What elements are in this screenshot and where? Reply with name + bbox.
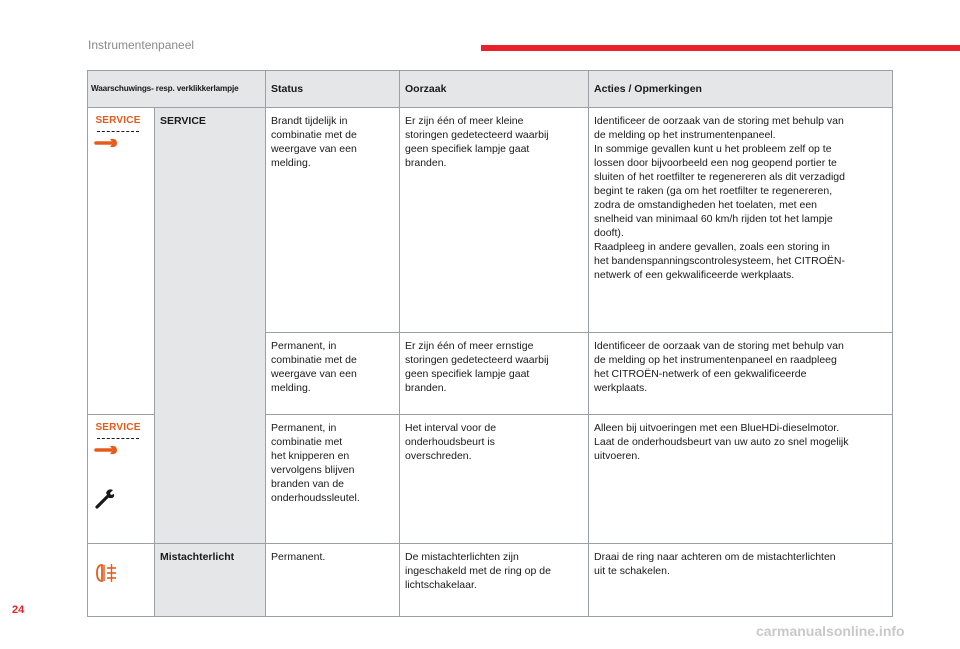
service-warning-icon: SERVICE: [93, 114, 143, 154]
service-maintenance-icon-cell: [88, 415, 155, 544]
column-header-actions: Acties / Opmerkingen: [589, 71, 893, 108]
column-header-cause: Oorzaak: [400, 71, 589, 108]
page-number: 24: [12, 604, 25, 616]
table-header-row: [88, 71, 893, 108]
rear-fog-light-icon: [93, 562, 121, 584]
action-cell: Identificeer de oorzaak van de storing met behulp van de melding op het instrumentenpaneel. In sommige gevallen kunt u het probleem zelf op te lossen door bijvoorbeeld een nog geopend portier te sluiten of het roetfilter te regenereren als dit verzadigd begint te raken (ga om het roetfilter te regenereren, zodra de omstandigheden het toelaten, met een snelheid van minimaal 60 km/h rijden tot het lampje dooft). Raadpleeg in andere gevallen, zoals een storing in het bandenspanningscontrolesysteem, het CITROËN- netwerk of een gekwalificeerde werkplaats.: [589, 108, 893, 333]
status-cell: Permanent, in combinatie met het knipperen en vervolgens blijven branden van de onderhoudssleutel.: [266, 415, 400, 544]
header-accent-bar: [481, 45, 960, 51]
status-cell: Permanent.: [266, 544, 400, 617]
status-cell: Permanent, in combinatie met de weergave van een melding.: [266, 333, 400, 415]
table-row: [88, 544, 893, 617]
column-header-lamp: Waarschuwings- resp. verklikkerlampje: [88, 71, 266, 108]
fog-name-cell: Mistachterlicht: [155, 544, 266, 617]
cause-cell: Er zijn één of meer kleine storingen gedetecteerd waarbij geen specifiek lampje gaat branden.: [400, 108, 589, 333]
wrench-icon: [93, 443, 119, 457]
cause-cell: Het interval voor de onderhoudsbeurt is overschreden.: [400, 415, 589, 544]
section-title: Instrumentenpaneel: [88, 38, 195, 52]
cause-cell: Er zijn één of meer ernstige storingen gedetecteerd waarbij geen specifiek lampje gaat branden.: [400, 333, 589, 415]
warning-lamps-table: [87, 70, 893, 617]
wrench-icon: [93, 136, 119, 150]
action-cell: Alleen bij uitvoeringen met een BlueHDi-dieselmotor. Laat de onderhoudsbeurt van uw auto zo snel mogelijk uitvoeren.: [589, 415, 893, 544]
service-name-cell: SERVICE: [155, 108, 266, 544]
cause-cell: De mistachterlichten zijn ingeschakeld met de ring op de lichtschakelaar.: [400, 544, 589, 617]
status-cell: Brandt tijdelijk in combinatie met de weergave van een melding.: [266, 108, 400, 333]
service-warning-icon: SERVICE: [93, 421, 143, 461]
action-cell: Draai de ring naar achteren om de mistachterlichten uit te schakelen.: [589, 544, 893, 617]
watermark: carmanualsonline.info: [756, 623, 905, 639]
action-cell: Identificeer de oorzaak van de storing met behulp van de melding op het instrumentenpaneel en raadpleeg het CITROËN-netwerk of een gekwalificeerde werkplaats.: [589, 333, 893, 415]
column-header-status: Status: [266, 71, 400, 108]
maintenance-wrench-icon: [93, 487, 117, 511]
fog-icon-cell: [88, 544, 155, 617]
service-icon-cell: [88, 108, 155, 415]
table-row: [88, 108, 893, 333]
